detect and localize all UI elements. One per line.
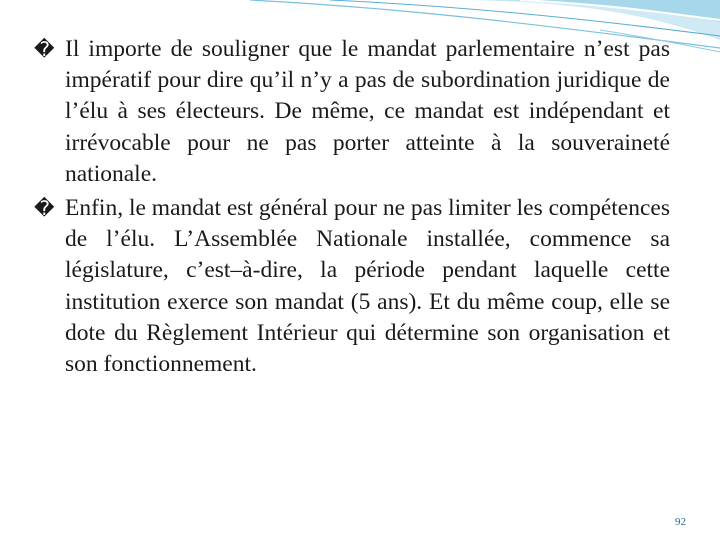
paragraph-2 <box>34 193 670 380</box>
paragraph-2-text: Enfin, le mandat est général pour ne pas limiter les compétences de l’élu. L’Assemblée Nationale installée, commence sa législature, c’est–à-dire, la période pendant laquelle cette institution exerce son mandat (5 ans). Et du même coup, elle se dote du Règlement Intérieur qui détermine son organisation et son fonctionnement. <box>65 195 670 378</box>
page-number: 92 <box>675 516 686 528</box>
paragraph-1 <box>34 34 670 190</box>
bullet-icon <box>34 193 65 224</box>
slide-body <box>34 34 670 383</box>
paragraph-1-text: Il importe de souligner que le mandat parlementaire n’est pas impératif pour dire qu’il n’y a pas de subordination juridique de l’élu à ses électeurs. De même, ce mandat est indépendant et irrévocable pour ne pas porter atteinte à la souveraineté nationale. <box>65 36 670 187</box>
bullet-icon <box>34 34 65 65</box>
